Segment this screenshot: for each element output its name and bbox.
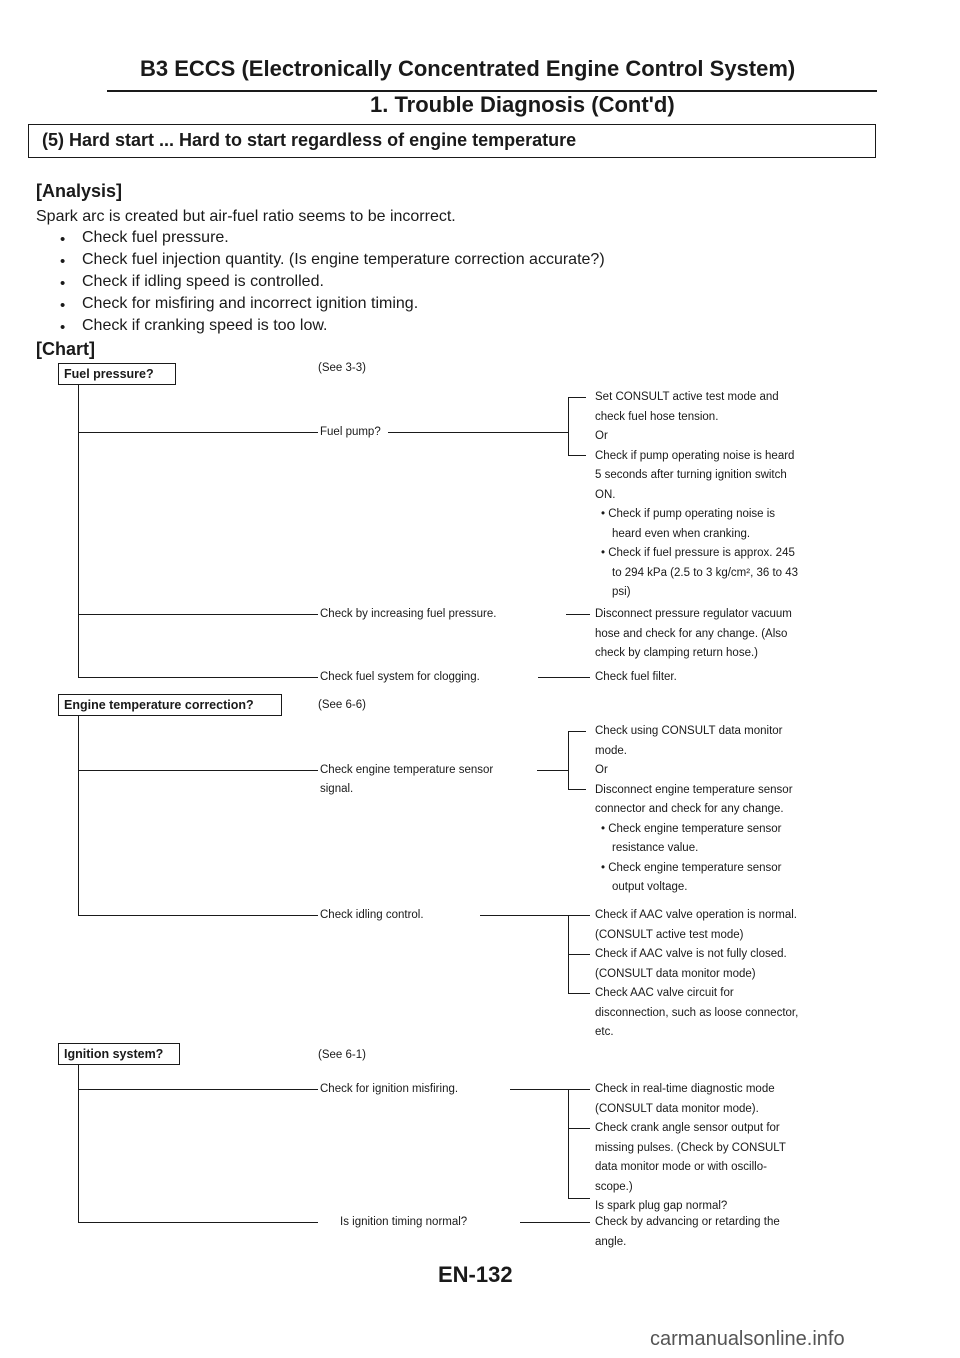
bracket-tick (568, 397, 586, 398)
fuel-clog-connector (538, 677, 590, 678)
result-line: Is spark plug gap normal? (595, 1200, 728, 1212)
fuel-pump-bracket (568, 397, 569, 455)
engine-sensor-branch (78, 770, 318, 771)
bracket-tick (568, 1089, 590, 1090)
ignition-misfire-connector (510, 1089, 568, 1090)
ignition-timing-connector (520, 1222, 590, 1223)
chart-heading: [Chart] (36, 339, 95, 359)
result-line: check fuel hose tension. (595, 410, 719, 423)
result-line: disconnection, such as loose connector, (595, 1006, 799, 1019)
engine-idle-node: Check idling control. (320, 909, 424, 921)
result-line: (CONSULT data monitor mode) (595, 967, 756, 980)
list-item: Check fuel injection quantity. (Is engine temperature correction accurate?) (82, 251, 605, 268)
result-line: ON. (595, 488, 616, 501)
result-line: (CONSULT active test mode) (595, 928, 744, 941)
result-line: • Check if pump operating noise is (601, 508, 776, 520)
fuel-pump-node: Fuel pump? (320, 426, 381, 438)
engine-idle-connector (480, 915, 568, 916)
result-line: missing pulses. (Check by CONSULT (595, 1141, 786, 1154)
bullet-icon: • (60, 231, 66, 248)
result-line: (CONSULT data monitor mode). (595, 1102, 759, 1115)
ignition-timing-node: Is ignition timing normal? (340, 1216, 468, 1228)
result-line: mode. (595, 744, 627, 757)
fuel-trunk-line (78, 385, 79, 678)
result-line: Check AAC valve circuit for (595, 987, 734, 999)
fuel-increase-node: Check by increasing fuel pressure. (320, 608, 497, 620)
bracket-tick (568, 1128, 590, 1129)
analysis-intro: Spark arc is created but air-fuel ratio seems to be incorrect. (36, 208, 456, 225)
ignition-misfire-node: Check for ignition misfiring. (320, 1083, 459, 1095)
result-line: Check crank angle sensor output for (595, 1122, 780, 1134)
bracket-tick (568, 731, 586, 732)
bullet-icon: • (60, 297, 66, 314)
analysis-heading: [Analysis] (36, 181, 123, 201)
bracket-tick (568, 954, 590, 955)
result-line: Check if pump operating noise is heard (595, 449, 795, 462)
result-line: scope.) (595, 1180, 633, 1193)
result-line: Check if AAC valve operation is normal. (595, 909, 797, 921)
result-line: Check in real-time diagnostic mode (595, 1083, 775, 1095)
ignition-timing-results (595, 1213, 780, 1252)
result-line: 5 seconds after turning ignition switch (595, 469, 787, 481)
result-line: connector and check for any change. (595, 803, 784, 815)
engine-sensor-results (595, 722, 793, 898)
list-item: Check if cranking speed is too low. (82, 317, 328, 334)
bracket-tick (568, 1198, 590, 1199)
fuel-clog-result: Check fuel filter. (595, 671, 677, 683)
list-item: Check fuel pressure. (82, 229, 229, 246)
document-subtitle: 1. Trouble Diagnosis (Cont'd) (370, 92, 675, 117)
result-line: Or (595, 764, 608, 776)
fuel-increase-results (595, 605, 792, 664)
list-item: Check for misfiring and incorrect ignition timing. (82, 295, 419, 312)
result-line: Set CONSULT active test mode and (595, 391, 779, 403)
engine-idle-branch (78, 915, 318, 916)
result-line: angle. (595, 1235, 627, 1248)
result-line: resistance value. (612, 842, 699, 854)
section-title: (5) Hard start ... Hard to start regardless of engine temperature (42, 130, 577, 150)
result-line: Or (595, 430, 608, 442)
result-line: Check if AAC valve is not fully closed. (595, 948, 787, 960)
fuel-see-ref: (See 3-3) (318, 362, 366, 374)
result-line: psi) (612, 586, 631, 598)
result-line: hose and check for any change. (Also (595, 627, 788, 640)
result-line: • Check if fuel pressure is approx. 245 (601, 547, 795, 559)
bracket-tick (568, 915, 590, 916)
result-line: Disconnect engine temperature sensor (595, 783, 793, 796)
result-line: • Check engine temperature sensor (601, 861, 782, 874)
result-line: heard even when cranking. (612, 527, 751, 540)
result-line: • Check engine temperature sensor (601, 822, 782, 835)
bracket-tick (568, 455, 586, 456)
list-item: Check if idling speed is controlled. (82, 273, 324, 290)
engine-trunk-line (78, 716, 79, 916)
result-line: data monitor mode or with oscillo- (595, 1161, 767, 1173)
bullet-icon: • (60, 319, 66, 336)
bracket-tick (568, 993, 590, 994)
engine-see-ref: (See 6-6) (318, 699, 366, 711)
document-title: B3 ECCS (Electronically Concentrated Engine Control System) (140, 56, 796, 81)
page-number: EN-132 (438, 1262, 513, 1287)
ignition-misfire-bracket (568, 1089, 569, 1198)
ignition-timing-branch (78, 1222, 318, 1223)
bullet-icon: • (60, 253, 66, 270)
engine-temp-box: Engine temperature correction? (58, 694, 282, 716)
result-line: to 294 kPa (2.5 to 3 kg/cm², 36 to 43 (612, 566, 799, 579)
ignition-misfire-branch (78, 1089, 318, 1090)
watermark: carmanualsonline.info (650, 1328, 845, 1350)
fuel-pump-results (595, 388, 798, 603)
result-line: etc. (595, 1026, 614, 1038)
fuel-pump-connector (388, 432, 568, 433)
result-line: Check by advancing or retarding the (595, 1216, 780, 1228)
fuel-pump-branch (78, 432, 318, 433)
fuel-increase-connector (566, 614, 590, 615)
result-line: Check using CONSULT data monitor (595, 725, 783, 737)
engine-idle-results (595, 906, 798, 1043)
engine-sensor-node: Check engine temperature sensor (320, 764, 494, 776)
ignition-misfire-results (595, 1080, 786, 1217)
fuel-clog-branch (78, 677, 318, 678)
engine-sensor-connector (537, 770, 568, 771)
fuel-increase-branch (78, 614, 318, 615)
engine-sensor-bracket (568, 731, 569, 789)
result-line: output voltage. (612, 881, 688, 893)
bracket-tick (568, 789, 586, 790)
fuel-clog-node: Check fuel system for clogging. (320, 671, 480, 683)
result-line: check by clamping return hose.) (595, 647, 758, 659)
ignition-system-box: Ignition system? (58, 1043, 180, 1065)
result-line: Disconnect pressure regulator vacuum (595, 608, 792, 620)
engine-sensor-node-cont: signal. (320, 783, 354, 795)
bullet-icon: • (60, 275, 66, 292)
ignition-see-ref: (See 6-1) (318, 1049, 366, 1061)
fuel-pressure-box: Fuel pressure? (58, 363, 176, 385)
